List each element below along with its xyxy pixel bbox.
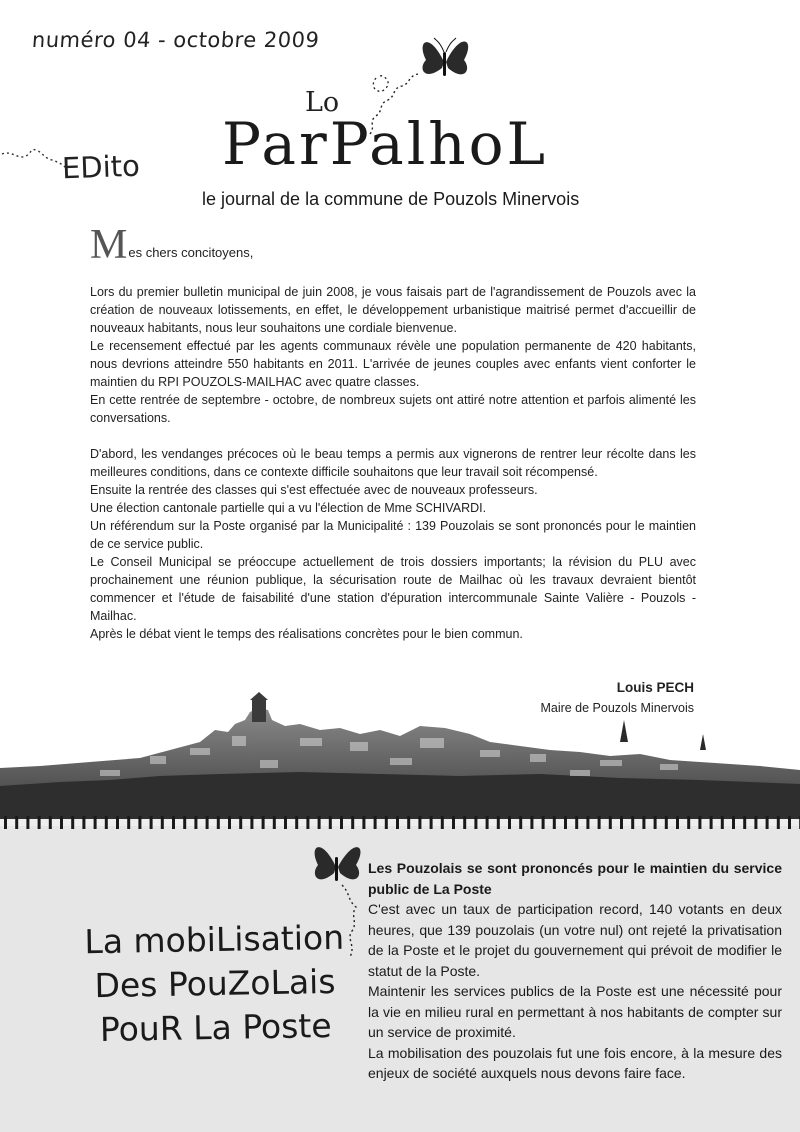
edito-paragraph: En cette rentrée de septembre - octobre, de nombreux sujets ont attiré notre attention et parfois alimenté les conversations.: [90, 393, 696, 425]
drop-cap: M: [90, 222, 128, 268]
binding-ring: [329, 816, 332, 829]
binding-ring: [94, 816, 97, 829]
binding-ring: [754, 816, 757, 829]
binding-ring: [60, 816, 63, 829]
binding-ring: [788, 816, 791, 829]
signature-role: Maire de Pouzols Minervois: [540, 701, 694, 715]
binding-ring: [553, 816, 556, 829]
edito-paragraph: Un référendum sur la Poste organisé par la Municipalité : 139 Pouzolais se sont prononcés pour le maintien de ce service public.: [90, 519, 696, 551]
binding-ring: [486, 816, 489, 829]
binding-ring: [362, 816, 365, 829]
binding-ring: [306, 816, 309, 829]
edito-paragraph: Le recensement effectué par les agents communaux révèle une population permanente de 420 habitants, nous devrions atteindre 550 habitants en 2011. L'arrivée de jeunes couples avec enfants vient conforter le maintien du RPI POUZOLS-MAILHAC avec quatre classes.: [90, 339, 696, 389]
issue-number: numéro 04 - octobre 2009: [31, 28, 321, 52]
spiral-binding: [0, 814, 800, 830]
edito-body: [90, 283, 696, 643]
binding-ring: [172, 816, 175, 829]
edito-paragraph: Le Conseil Municipal se préoccupe actuellement de trois dossiers importants; la révision du PLU avec prochainement une réunion publique, la sécurisation route de Mailhac où les travaux devraient bientôt commencer et l'étude de faisabilité d'une station d'épuration intercommunale Sainte Valière - Pouzols - Mailhac.: [90, 555, 696, 623]
binding-ring: [698, 816, 701, 829]
binding-ring: [82, 816, 85, 829]
masthead-title: ParPalhoL: [222, 110, 549, 178]
binding-ring: [530, 816, 533, 829]
binding-ring: [105, 816, 108, 829]
edito-paragraph: Une élection cantonale partielle qui a vu l'élection de Mme SCHIVARDI.: [90, 501, 487, 515]
binding-ring: [15, 816, 18, 829]
salutation: [90, 222, 390, 268]
binding-ring: [710, 816, 713, 829]
binding-ring: [687, 816, 690, 829]
edito-paragraph: Après le débat vient le temps des réalisations concrètes pour le bien commun.: [90, 627, 523, 641]
binding-ring: [183, 816, 186, 829]
binding-ring: [642, 816, 645, 829]
salutation-text: es chers concitoyens,: [128, 245, 254, 260]
binding-ring: [250, 816, 253, 829]
binding-ring: [217, 816, 220, 829]
masthead-subtitle: le journal de la commune de Pouzols Minervois: [202, 189, 580, 209]
binding-ring: [519, 816, 522, 829]
article-title: Les Pouzolais se sont prononcés pour le maintien du service public de La Poste: [368, 860, 782, 897]
binding-ring: [564, 816, 567, 829]
binding-ring: [127, 816, 130, 829]
article-paragraph: Maintenir les services publics de la Poste est une nécessité pour la vie en milieu rural en permettant à nos habitants de compter sur un service de proximité.: [368, 983, 782, 1040]
binding-ring: [631, 816, 634, 829]
binding-ring: [284, 816, 287, 829]
article-paragraph: La mobilisation des pouzolais fut une fois encore, à la mesure des enjeux de société auxquels nous devons faire face.: [368, 1044, 782, 1081]
binding-ring: [542, 816, 545, 829]
binding-ring: [654, 816, 657, 829]
binding-ring: [777, 816, 780, 829]
edito-paragraph: Ensuite la rentrée des classes qui s'est effectuée avec de nouveaux professeurs.: [90, 483, 538, 497]
headline-line: PouR La Poste: [99, 1005, 332, 1050]
binding-ring: [71, 816, 74, 829]
binding-ring: [374, 816, 377, 829]
binding-ring: [418, 816, 421, 829]
binding-ring: [161, 816, 164, 829]
binding-ring: [598, 816, 601, 829]
binding-ring: [665, 816, 668, 829]
headline-line: La mobiLisation: [84, 917, 345, 962]
binding-ring: [4, 816, 7, 829]
binding-ring: [318, 816, 321, 829]
binding-ring: [620, 816, 623, 829]
binding-ring: [463, 816, 466, 829]
binding-ring: [138, 816, 141, 829]
binding-ring: [407, 816, 410, 829]
binding-ring: [239, 816, 242, 829]
village-photo: [0, 690, 800, 820]
binding-ring: [497, 816, 500, 829]
edito-paragraph: Lors du premier bulletin municipal de juin 2008, je vous faisais part de l'agrandissement de Pouzols avec la création de nouveaux lotissements, en effet, le développement urbanistique maitrisé permet d'accueillir de nouveaux habitants, nous leur souhaitons une cordiale bienvenue.: [90, 285, 696, 335]
binding-ring: [721, 816, 724, 829]
binding-ring: [26, 816, 29, 829]
binding-ring: [49, 816, 52, 829]
binding-ring: [474, 816, 477, 829]
article-paragraph: C'est avec un taux de participation record, 140 votants en deux heures, que 139 pouzolais (un votre nul) ont rejeté la privatisation de la Poste et le projet du gouvernement qui prévoit de modifier le statut de la Poste.: [368, 901, 782, 979]
binding-ring: [206, 816, 209, 829]
binding-ring: [609, 816, 612, 829]
binding-ring: [295, 816, 298, 829]
section-label-edito: EDito: [61, 148, 141, 186]
poste-headline: [79, 916, 351, 1053]
binding-ring: [676, 816, 679, 829]
headline-line: Des PouZoLais: [94, 961, 336, 1006]
binding-ring: [743, 816, 746, 829]
binding-ring: [38, 816, 41, 829]
binding-ring: [732, 816, 735, 829]
binding-ring: [385, 816, 388, 829]
binding-ring: [351, 816, 354, 829]
binding-ring: [586, 816, 589, 829]
binding-ring: [396, 816, 399, 829]
binding-ring: [228, 816, 231, 829]
binding-ring: [262, 816, 265, 829]
binding-ring: [273, 816, 276, 829]
binding-ring: [430, 816, 433, 829]
binding-ring: [575, 816, 578, 829]
masthead-article: Lo: [305, 87, 340, 118]
binding-ring: [441, 816, 444, 829]
binding-ring: [766, 816, 769, 829]
binding-ring: [452, 816, 455, 829]
binding-ring: [340, 816, 343, 829]
binding-ring: [116, 816, 119, 829]
binding-ring: [508, 816, 511, 829]
binding-ring: [150, 816, 153, 829]
edito-paragraph: D'abord, les vendanges précoces où le beau temps a permis aux vignerons de rentrer leur récolte dans les meilleures conditions, dans ce contexte difficile souhaitons que leur travail soit récompensé.: [90, 447, 696, 479]
binding-ring: [194, 816, 197, 829]
signature-name: Louis PECH: [616, 680, 694, 695]
poste-article: [368, 858, 782, 1084]
